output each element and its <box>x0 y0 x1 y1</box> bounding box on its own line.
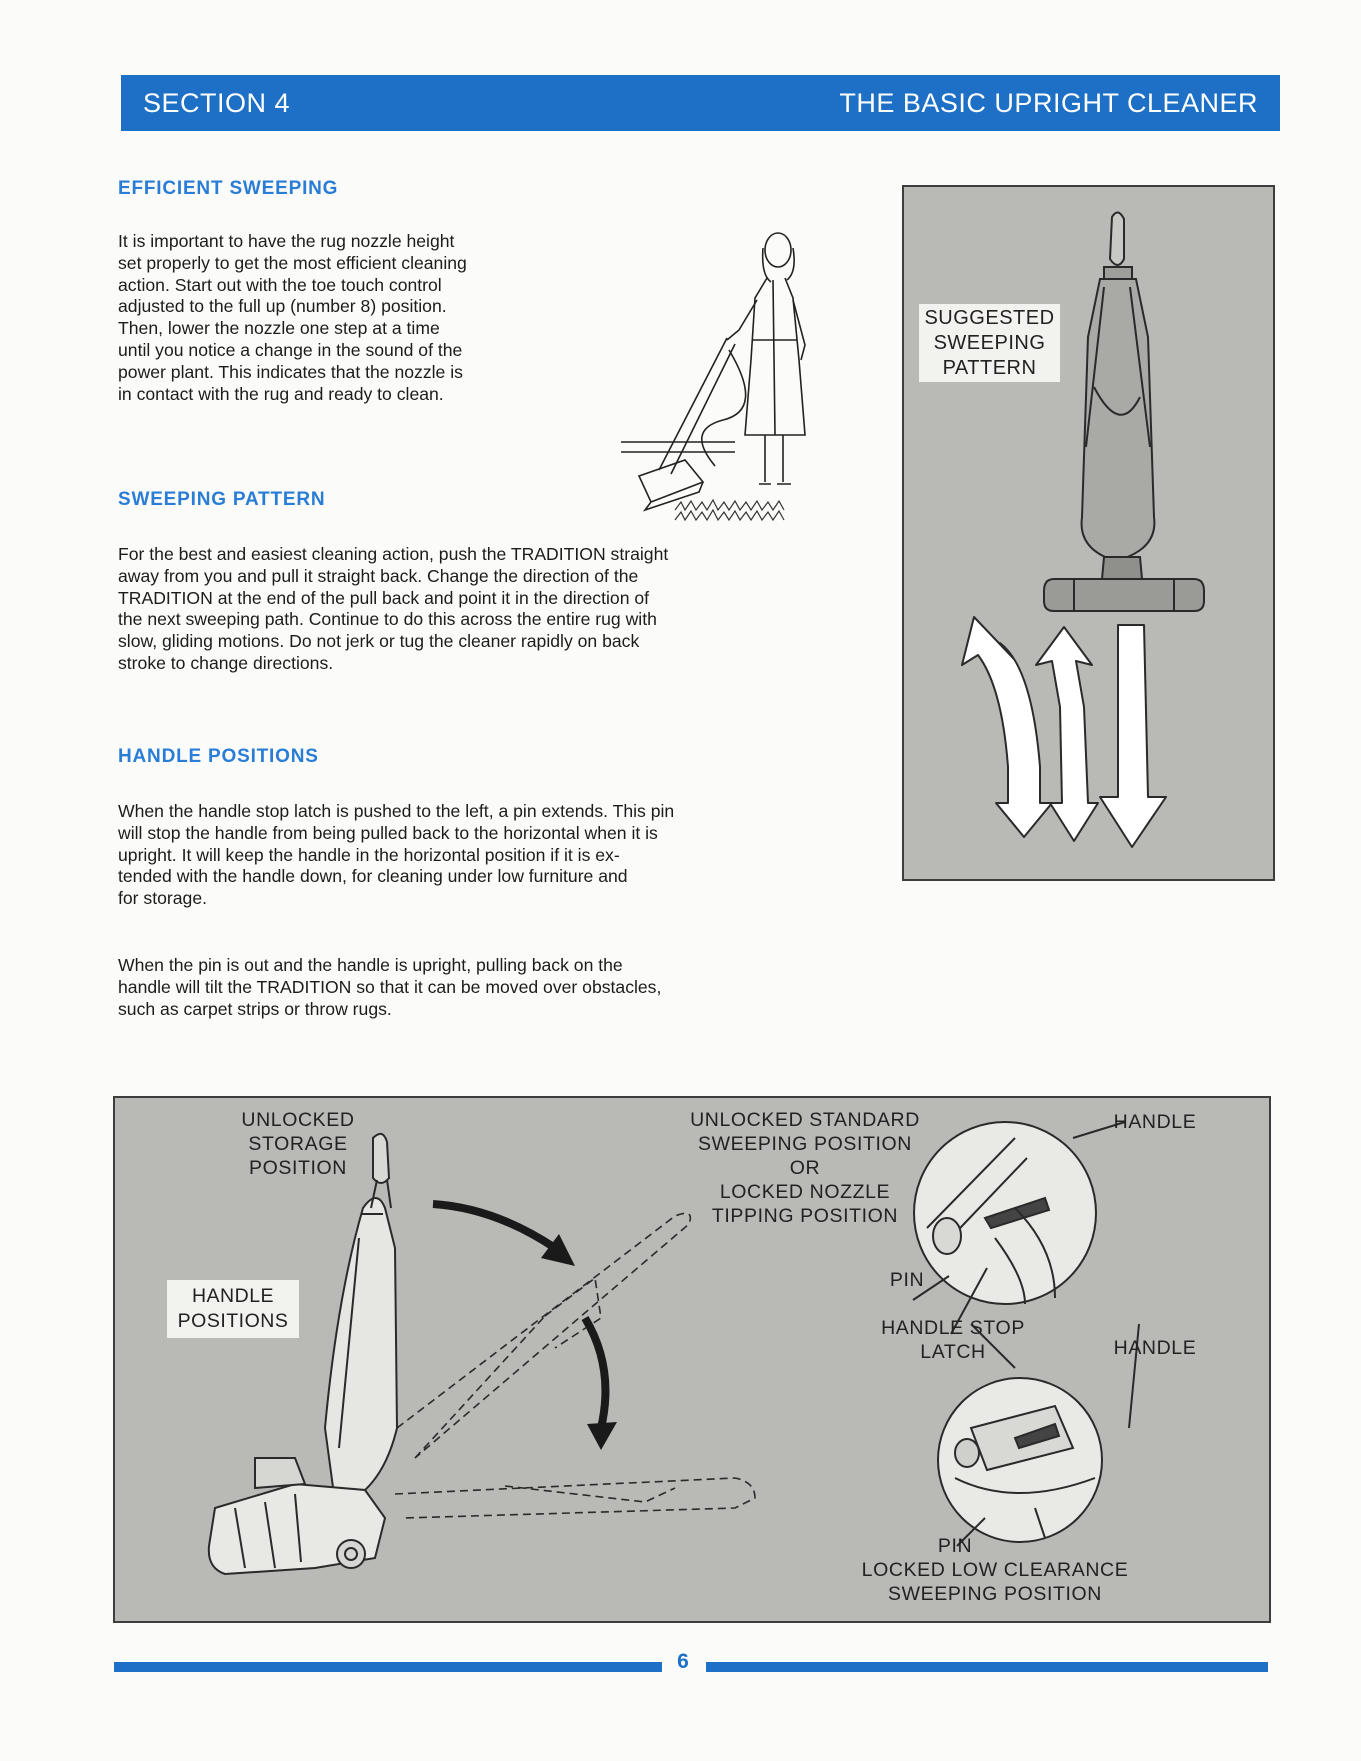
sweeping-pattern-figure <box>902 185 1275 881</box>
text-line: action. Start out with the toe touch control <box>118 274 442 295</box>
callout-line: HANDLE <box>191 1285 275 1307</box>
footer-rule-right <box>706 1662 1268 1672</box>
text-line: the next sweeping path. Continue to do this across the entire rug with <box>118 609 657 630</box>
label-line: SWEEPING POSITION <box>698 1133 912 1155</box>
text-line: Then, lower the nozzle one step at a time <box>118 318 440 339</box>
text-line: TRADITION at the end of the pull back and point it in the direction of <box>118 587 650 608</box>
text-line: When the handle stop latch is pushed to the left, a pin extends. This pin <box>118 801 675 821</box>
text-line: It is important to have the rug nozzle height <box>118 231 455 251</box>
handle-label-top: HANDLE <box>1113 1111 1197 1133</box>
handle-positions-paragraph-1 <box>118 801 863 910</box>
callout-line: SUGGESTED <box>924 307 1055 329</box>
pin-label-top: PIN <box>889 1269 925 1291</box>
label-line: UNLOCKED <box>241 1109 355 1131</box>
text-line: until you notice a change in the sound of the <box>118 339 463 360</box>
section-label: SECTION 4 <box>143 87 291 118</box>
handle-positions-callout <box>167 1280 299 1338</box>
text-line: For the best and easiest cleaning action, push the TRADITION straight <box>118 544 669 564</box>
heading-efficient-sweeping: EFFICIENT SWEEPING <box>118 178 339 199</box>
section-header-bar <box>121 75 1280 131</box>
handle-positions-figure <box>113 1096 1271 1623</box>
sweeping-pattern-paragraph <box>118 544 863 675</box>
label-line: TIPPING POSITION <box>711 1205 899 1227</box>
page-number: 6 <box>677 1650 689 1673</box>
woman-vacuuming-illustration <box>615 220 840 525</box>
text-line: tended with the handle down, for cleaning under low furniture and <box>118 866 628 887</box>
text-line: adjusted to the full up (number 8) position. <box>118 296 447 317</box>
unlocked-standard-sweeping-label <box>655 1108 955 1228</box>
text-line: in contact with the rug and ready to clean. <box>118 383 444 404</box>
text-line: for storage. <box>118 888 207 909</box>
page-title: THE BASIC UPRIGHT CLEANER <box>839 87 1258 118</box>
suggested-sweeping-pattern-label <box>919 304 1060 382</box>
heading-sweeping-pattern: SWEEPING PATTERN <box>118 489 326 510</box>
pin-label-bottom: PIN <box>937 1535 973 1557</box>
callout-line: SWEEPING <box>933 332 1046 354</box>
text-line: upright. It will keep the handle in the horizontal position if it is ex- <box>118 844 620 865</box>
text-line: away from you and pull it straight back. Change the direction of the <box>118 565 639 586</box>
label-line: OR <box>789 1157 821 1179</box>
upright-cleaner-top-view <box>904 187 1273 879</box>
handle-positions-paragraph-2 <box>118 955 863 1020</box>
label-line: SWEEPING POSITION <box>888 1583 1102 1605</box>
text-line: set properly to get the most efficient cleaning <box>118 252 467 273</box>
text-line: power plant. This indicates that the nozzle is <box>118 361 463 382</box>
label-line: LOCKED LOW CLEARANCE <box>861 1559 1129 1581</box>
label-line: HANDLE STOP <box>881 1317 1025 1339</box>
text-line: such as carpet strips or throw rugs. <box>118 998 392 1019</box>
footer-rule-left <box>114 1662 662 1672</box>
label-line: UNLOCKED STANDARD <box>690 1109 920 1131</box>
efficient-sweeping-paragraph <box>118 231 593 405</box>
label-line: STORAGE <box>248 1133 348 1155</box>
text-line: will stop the handle from being pulled back to the horizontal when it is <box>118 822 658 843</box>
callout-line: PATTERN <box>942 357 1037 379</box>
unlocked-storage-position-label <box>208 1108 388 1180</box>
handle-label-bottom: HANDLE <box>1113 1337 1197 1359</box>
heading-handle-positions: HANDLE POSITIONS <box>118 746 319 767</box>
callout-line: POSITIONS <box>177 1310 289 1332</box>
locked-low-clearance-label <box>825 1558 1165 1606</box>
label-line: POSITION <box>249 1157 347 1179</box>
text-line: stroke to change directions. <box>118 652 334 673</box>
handle-stop-latch-label <box>853 1316 1053 1364</box>
label-line: LATCH <box>920 1341 986 1363</box>
text-line: handle will tilt the TRADITION so that it can be moved over obstacles, <box>118 976 662 997</box>
text-line: When the pin is out and the handle is upright, pulling back on the <box>118 955 623 975</box>
text-line: slow, gliding motions. Do not jerk or tug the cleaner rapidly on back <box>118 631 640 652</box>
label-line: LOCKED NOZZLE <box>719 1181 891 1203</box>
